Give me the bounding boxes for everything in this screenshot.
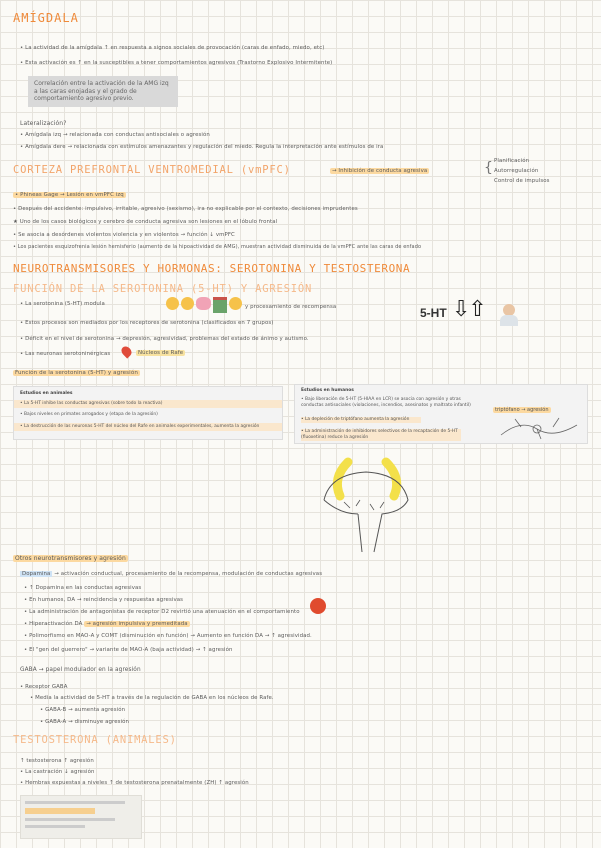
amigdala-bullet-2: • Esta activación es ↑ en la susceptibles a tener comportamientos agresivos (Trastorno Explosivo Intermitente) [20, 60, 333, 66]
animals-row-1: • La 5-HT inhibe las conductas agresivas (sobre todo la reactiva) [20, 401, 163, 406]
scientist-icon [500, 304, 518, 326]
serotonin-bullet-4: • Las neuronas serotoninérgicas [20, 351, 111, 357]
animals-card [13, 386, 283, 440]
others-bullet-4: • Hiperactivación DA → agresión impulsiva y premeditada [24, 621, 188, 627]
neurotransmitters-title: NEUROTRANSMISORES Y HORMONAS: SEROTONINA Y TESTOSTERONA [13, 262, 411, 275]
cortex-bullet-3: ★ Uno de los casos biológicos y cerebro de conducta agresiva son lesiones en el lóbulo frontal [13, 219, 278, 225]
angry-face-icon [310, 598, 326, 614]
dopamine-label: Dopamina [22, 571, 51, 577]
humans-card-header: Estudios en humanos [301, 388, 354, 393]
pasted-thumbnail [20, 795, 142, 839]
gaba-bullet-4: • GABA-A → disminuye agresión [40, 719, 130, 725]
amigdala-left: • Amígdala izq → relacionada con conductas antisociales o agresión [20, 132, 210, 138]
testosterone-bullet-1: ↑ testosterona ↑ agresión [20, 758, 94, 764]
cortex-title: CORTEZA PREFRONTAL VENTROMEDIAL (vmPFC) [13, 164, 291, 176]
gaba-bullet-1: • Receptor GABA [20, 684, 68, 690]
amigdala-bullet-1: • La actividad de la amígdala ↑ en respuesta a signos sociales de provocación (caras de enfado, miedo, etc) [20, 45, 325, 51]
others-title: Otros neurotransmisores y agresión [15, 555, 126, 562]
brace-item-3: Control de impulsos [494, 178, 550, 184]
location-pin-icon [119, 344, 133, 358]
humans-card [294, 384, 588, 444]
testosterone-bullet-3: • Hembras expuestas a niveles ↑ de testosterona prenatalmente (ZH) ↑ agresión [20, 780, 249, 786]
animals-row-2: • Bajos niveles en primates arrogados y (etapa de la agresión) [20, 412, 158, 417]
brain-icon [196, 297, 211, 310]
cortex-bullet-5: • Los pacientes esquizofrenia lesión hemisferio (aumento de la hipoactividad de AMG), muestran actividad disminuida de la vmPFC ante las caras de enfado [13, 244, 422, 250]
brace-item-1: Planificación [494, 158, 530, 164]
scared-face-icon [229, 297, 242, 310]
animals-row-3: • La destrucción de las neuronas 5-HT del núcleo del Rafe en animales experimentales, aumenta la agresión [20, 424, 260, 429]
serotonin-bullet-3: • Déficit en el nivel de serotonina → depresión, agresividad, problemas del estado de ánimo y autismo. [20, 336, 309, 342]
sleepy-face-icon [181, 297, 194, 310]
testosterone-bullet-2: • La castración ↓ agresión [20, 769, 95, 775]
cortex-arrow-text: → Inhibición de conducta agresiva [332, 168, 428, 174]
serotonin-modulates: y procesamiento de recompensa [245, 304, 337, 310]
cortex-bullet-4: • Se asocia a desórdenes violentos violencia y en violentos → función ↓ vmPFC [13, 232, 235, 238]
5ht-badge-label: 5-HT [420, 306, 447, 320]
others-bullet-5: • Polimorfismo en MAO-A y COMT (disminución en función) → Aumento en función DA → ↑ agresividad. [24, 633, 312, 639]
serotonin-title: FUNCIÓN DE LA SEROTONINA (5-HT) Y AGRESIÓN [13, 283, 313, 295]
raphe-label: Núcleos de Rafe [138, 350, 184, 356]
serotonin-bullet-2: • Estos procesos son mediados por los receptores de serotonina (clasificados en 7 grupos) [20, 320, 274, 326]
amigdala-right: • Amígdala dere → relacionada con estímulos amenazantes y regulación del miedo. Regula la interpretación ante estímulos de ira [20, 144, 384, 150]
brace-item-2: Autorregulación [494, 168, 539, 174]
gaba-bullet-3: • GABA-B → aumenta agresión [40, 707, 126, 713]
smile-face-icon [166, 297, 179, 310]
animals-card-header: Estudios en animales [20, 391, 73, 396]
testosterone-title: TESTOSTERONA (ANIMALES) [13, 734, 177, 746]
arrows-icon: ⇩⇧ [452, 297, 485, 322]
neuron-sketch [491, 415, 583, 441]
cortex-bullet-2: • Después del accidente: impulsivo, irritable, agresivo (sexismo), ira no explicable por el contexto, decisiones imprudentes [13, 206, 358, 212]
others-bullet-1: • ↑ Dopamina en las conductas agresivas [24, 585, 142, 591]
gaba-title: GABA → papel modulador en la agresión [20, 667, 141, 673]
others-bullet-2: • En humanos, DA → reincidencia y respuestas agresivas [24, 597, 184, 603]
serotonin-subtitle: Función de la serotonina (5-HT) y agresión [15, 370, 138, 376]
others-bullet-6: • El "gen del guerrero" → variante de MAO-A (baja actividad) → ↑ agresión [24, 647, 233, 653]
page-title: AMÍGDALA [13, 11, 79, 25]
brain-sketch [310, 452, 420, 562]
humans-row-2: • La depleción de triptófano aumenta la agresión [301, 417, 421, 423]
cortex-bullet-1: • Phineas Gage → Lesión en vmPFC izq [15, 192, 124, 198]
emotion-icons [166, 297, 242, 313]
others-bullet-3: • La administración de antagonistas de receptor D2 revirtió una atenuación en el comportamiento [24, 609, 300, 615]
gaba-bullet-2: • Media la actividad de 5-HT a través de la regulación de GABA en los núcleos de Rafe. [30, 695, 274, 701]
dopamine-line: Dopamina → activación conductual, procesamiento de la recompensa, modulación de conductas agresivas [22, 571, 323, 577]
humans-row-3: • La administración de inhibidores selectivos de la recaptación de 5-HT (fluoxetina) reduce la agresión [301, 429, 461, 441]
lateralization-label: Lateralización? [20, 120, 67, 127]
brace-icon: { [484, 160, 493, 176]
serotonin-bullet-1: • La serotonina (5-HT) modula [20, 301, 105, 307]
books-icon [213, 297, 227, 313]
tryptophan-tag: triptófano → agresión [495, 407, 549, 413]
correlation-box: Correlación entre la activación de la AMG izq a las caras enojadas y el grado de comportamiento agresivo previo. [28, 76, 178, 107]
humans-row-1: • Bajo liberación de 5-HT (5-HIAA en LCR) se asocia con agresión y otras conductas antisociales (violaciones, incendios, asesinatos y maltrato infantil) [301, 397, 471, 408]
